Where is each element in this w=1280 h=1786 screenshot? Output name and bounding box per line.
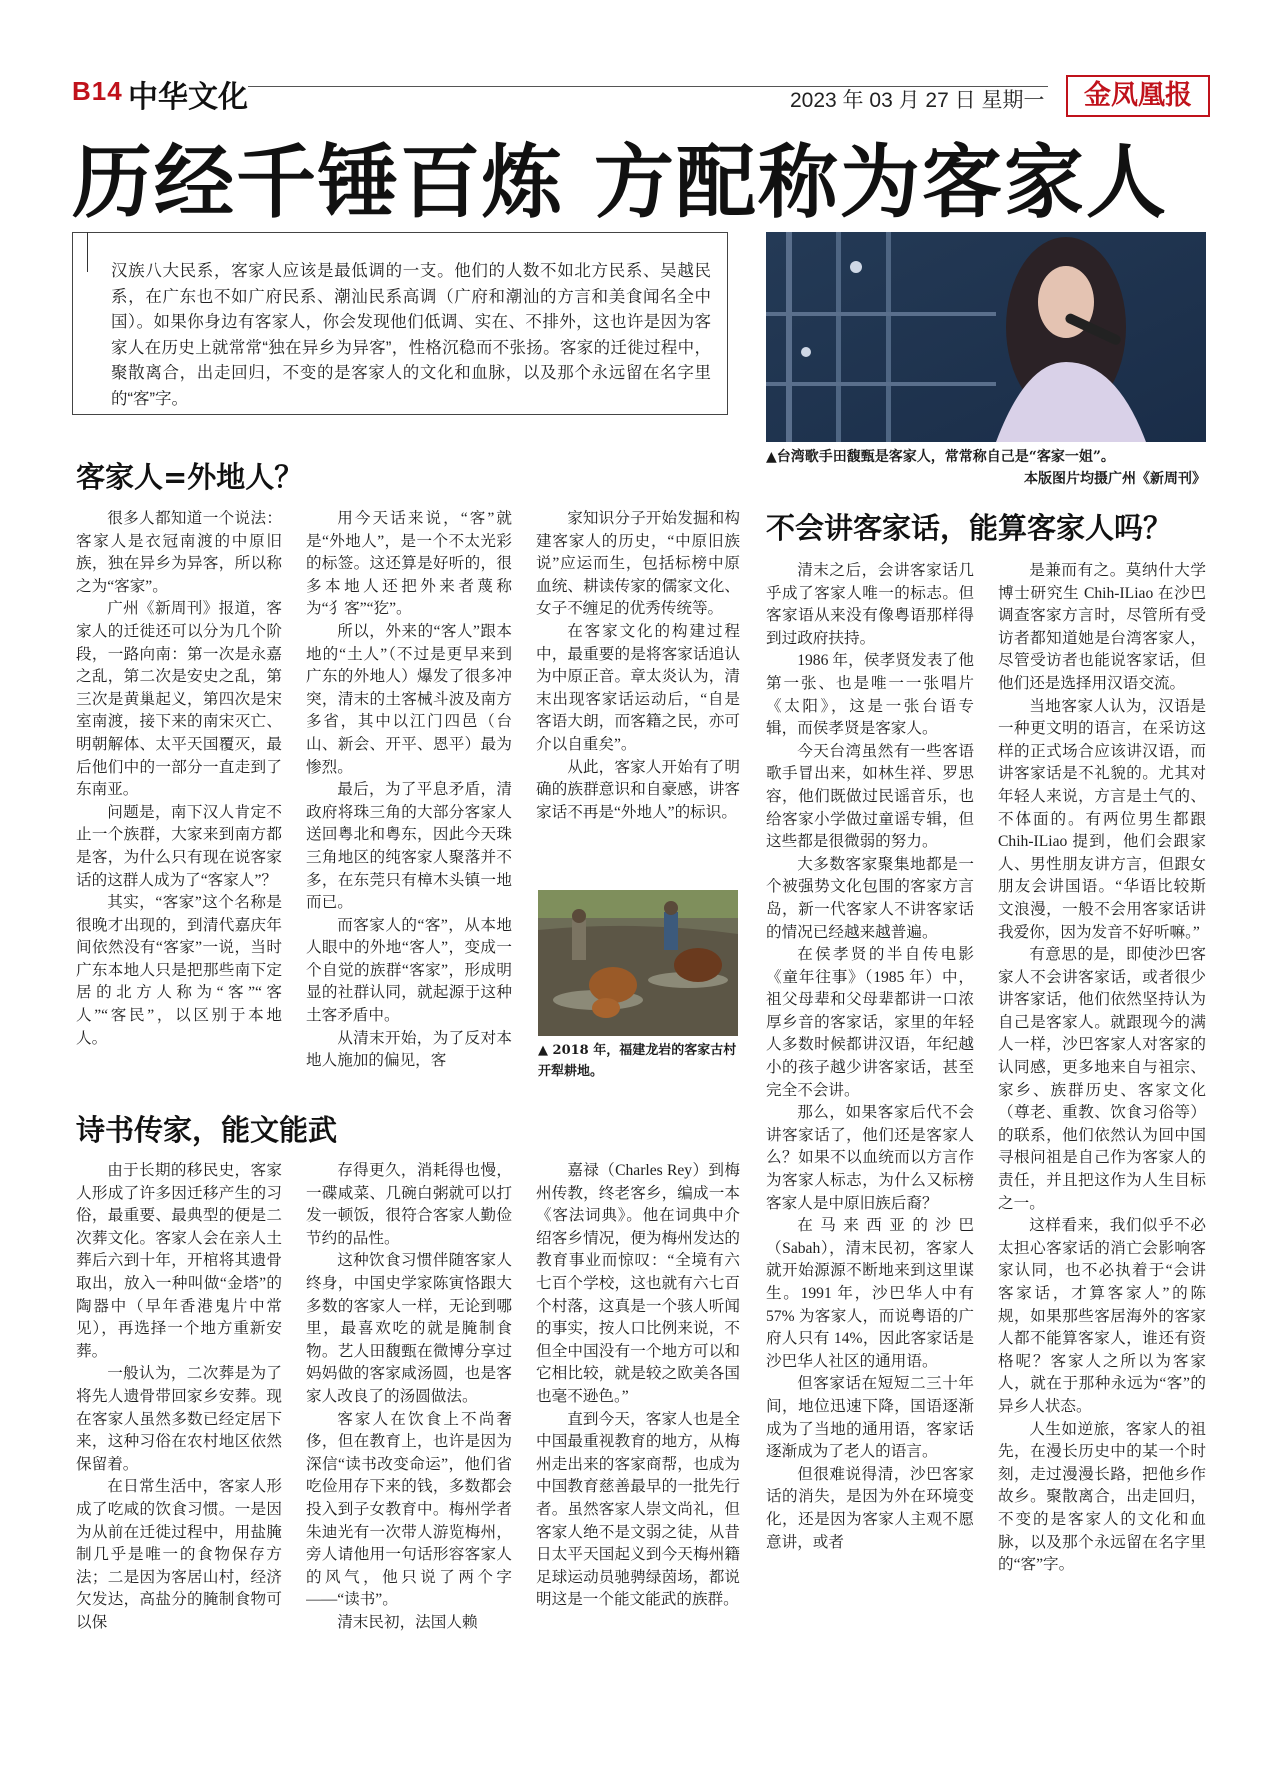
paragraph: 其实，“客家”这个名称是很晚才出现的，到清代嘉庆年间依然没有“客家”一说，当时广东本地人只是把那些南下定居的北方人称为“客”“客人”“客民”，以区别于本地人。 (76, 894, 282, 1047)
paragraph: 从此，客家人开始有了明确的族群意识和自豪感，讲客家话不再是“外地人”的标识。 (536, 758, 740, 821)
paragraph: 是兼而有之。莫纳什大学博士研究生 Chih-ILiao 在沙巴调查客家方言时，尽管所有受访者都知道她是台湾客家人，尽管受访者也能说客家话，但他们还是选择用汉语交流。 (998, 562, 1206, 692)
paragraph: 在客家文化的构建过程中，最重要的是将客家话追认为中原正音。章太炎认为，清末出现客家话运动后，“自是客语大朗，而客籍之民，亦可介以自重矣”。 (536, 622, 740, 753)
paragraph: 广州《新周刊》报道，客家人的迁徙还可以分为几个阶段，一路向南：第一次是永嘉之乱，第二次是安史之乱，第三次是黄巢起义，第四次是宋室南渡，接下来的南宋灭亡、明朝解体、太平天国覆灭，最后他们中的一部分一直走到了东南亚。 (76, 600, 282, 799)
paragraph: 由于长期的移民史，客家人形成了许多因迁移产生的习俗，最重要、最典型的便是二次葬文化。客家人会在亲人土葬后六到十年，开棺将其遗骨取出，放入一种叫做“金塔”的陶器中（早年香港鬼片中常见），再选择一个地方重新安葬。 (76, 1162, 282, 1360)
page-headline: 历经千锤百炼 方配称为客家人 (72, 136, 1168, 229)
paragraph: 那么，如果客家后代不会讲客家话了，他们还是客家人么？如果不以血统而以方言作为客家人标志，为什么又标榜客家人是中原旧族后裔？ (766, 1104, 974, 1212)
section-heading-2: 不会讲客家话，能算客家人吗？ (766, 511, 1173, 545)
newspaper-logo: 金凤凰报 (1066, 75, 1210, 117)
paragraph: 最后，为了平息矛盾，清政府将珠三角的大部分客家人送回粤北和粤东，因此今天珠三角地区的纯客家人聚落并不多，在东莞只有樟木头镇一地而已。 (306, 781, 512, 912)
paragraph: 1986 年，侯孝贤发表了他第一张、也是唯一一张唱片《太阳》，这是一张台语专辑，而侯孝贤是客家人。 (766, 652, 974, 738)
s3-column-2 (306, 1160, 512, 1670)
page-number: B14 (72, 76, 123, 106)
farm-photo-caption: ▲ 2018 年，福建龙岩的客家古村开犁耕地。 (538, 1043, 737, 1079)
paragraph: 直到今天，客家人也是全中国最重视教育的地方，从梅州走出来的客家商帮，也成为中国教育慈善最早的一批先行者。虽然客家人崇文尚礼，但客家人绝不是文弱之徒，从昔日太平天国起义到今天梅州籍足球运动员驰骋绿茵场，都说明这是一个能文能武的族群。 (536, 1410, 740, 1609)
paragraph: 清末民初，法国人赖 (337, 1613, 478, 1631)
s2-column-2 (998, 560, 1206, 1668)
intro-box (72, 232, 728, 415)
paragraph: 从清末开始，为了反对本地人施加的偏见，客 (306, 1029, 512, 1070)
paragraph: 一般认为，二次葬是为了将先人遗骨带回家乡安葬。现在客家人虽然多数已经定居下来，这种习俗在农村地区依然保留着。 (76, 1365, 282, 1473)
paragraph: 这种饮食习惯伴随客家人终身，中国史学家陈寅恪跟大多数的客家人一样，无论到哪里，最喜欢吃的就是腌制食物。艺人田馥甄在微博分享过妈妈做的客家咸汤圆，也是客家人改良了的汤圆做法。 (306, 1252, 512, 1405)
paragraph: 人生如逆旅，客家人的祖先，在漫长历史中的某一个时刻，走过漫漫长路，把他乡作故乡。聚散离合，出走回归，不变的是客家人的文化和血脉，以及那个永远留在名字里的“客”字。 (998, 1420, 1206, 1574)
s2-column-1 (766, 560, 974, 1668)
s3-column-3 (536, 1160, 740, 1670)
farm-photo (538, 890, 738, 1036)
singer-caption-text: ▲台湾歌手田馥甄是客家人，常常称自己是“客家一姐”。 (766, 449, 1115, 465)
singer-photo (766, 232, 1206, 442)
paragraph: 有意思的是，即使沙巴客家人不会讲客家话，或者很少讲客家话，他们依然坚持认为自己是客家人。就跟现今的满人一样，沙巴客家人对客家的认同感，更多地来自与祖宗、家乡、族群历史、客家文化（尊老、重教、饮食习俗等）的联系，他们依然认为回中国寻根问祖是自己作为客家人的责任，并且把这作为人生目标之一。 (998, 946, 1206, 1212)
s1-column-3 (536, 508, 740, 878)
paragraph: 这样看来，我们似乎不必太担心客家话的消亡会影响客家认同，也不必执着于“会讲客家话，才算客家人”的陈规，如果那些客居海外的客家人都不能算客家人，谁还有资格呢？客家人之所以为客家人，就在于那种永远为“客”的异乡人状态。 (998, 1217, 1206, 1415)
s1-column-2 (306, 508, 512, 1088)
paragraph: 清末之后，会讲客家话几乎成了客家人唯一的标志。但客家语从来没有像粤语那样得到过政府扶持。 (766, 562, 974, 647)
singer-photo-caption (766, 446, 1206, 490)
paragraph: 所以，外来的“客人”跟本地的“土人”（不过是更早来到广东的外地人）爆发了很多冲突，清末的土客械斗波及南方多省，其中以江门四邑（台山、新会、开平、恩平）最为惨烈。 (306, 622, 512, 776)
s3-column-1 (76, 1160, 282, 1670)
paragraph: 大多数客家聚集地都是一个被强势文化包围的客家方言岛，新一代客家人不讲客家话的情况已经越来越普遍。 (766, 855, 974, 941)
paragraph: 问题是，南下汉人肯定不止一个族群，大家来到南方都是客，为什么只有现在说客家话的这群人成为了“客家人”？ (76, 803, 282, 889)
paragraph: 但很难说得清，沙巴客家话的消失，是因为外在环境变化，还是因为客家人主观不愿意讲，或者 (766, 1465, 974, 1551)
paragraph: 嘉禄（Charles Rey）到梅州传教，终老客乡，编成一本《客法词典》。他在词典中介绍客乡情况，便为梅州发达的教育事业而惊叹：“全境有六七百个学校，这也就有六七百个村落，这真是一个骇人听闻的事实，按人口比例来说，不但全中国没有一个地方可以和它相比较，就是较之欧美各国也毫不逊色。” (536, 1162, 740, 1405)
s1-column-1 (76, 508, 282, 1088)
section-heading-1: 客家人=外地人？ (76, 460, 304, 494)
paragraph: 今天台湾虽然有一些客语歌手冒出来，如林生祥、罗思容，他们既做过民谣音乐，也给客家小学做过童谣专辑，但这些都是很微弱的努力。 (766, 742, 974, 851)
issue-date: 2023 年 03 月 27 日 星期一 (790, 89, 1045, 112)
paragraph: 家知识分子开始发掘和构建客家人的历史，“中原旧族说”应运而生，包括标榜中原血统、耕读传家的儒家文化、女子不缠足的优秀传统等。 (536, 510, 740, 618)
paragraph: 客家人在饮食上不尚奢侈，但在教育上，也许是因为深信“读书改变命运”，他们省吃俭用存下来的钱，多数都会投入到子女教育中。梅州学者朱迪光有一次带人游览梅州，旁人请他用一句话形容客家人的风气，他只说了两个字——“读书”。 (306, 1410, 512, 1609)
paragraph: 用今天话来说，“客”就是“外地人”，是一个不太光彩的标签。这还算是好听的，很多本地人还把外来者蔑称为“犭客”“犵”。 (306, 510, 512, 618)
section-name: 中华文化 (128, 81, 248, 114)
section-heading-3: 诗书传家，能文能武 (76, 1113, 338, 1147)
intro-corner-mark (87, 232, 88, 272)
paragraph: 在马来西亚的沙巴（Sabah），清末民初，客家人就开始源源不断地来到这里谋生。1991 年，沙巴华人中有 57% 为客家人，而说粤语的广府人只有 14%，因此客家话是沙巴华人社区的通用语。 (766, 1217, 974, 1370)
paragraph: 很多人都知道一个说法：客家人是衣冠南渡的中原旧族，独在异乡为异客，所以称之为“客家”。 (76, 510, 282, 595)
paragraph: 在侯孝贤的半自传电影《童年往事》（1985 年）中，祖父母辈和父母辈都讲一口浓厚乡音的客家话，家里的年轻人多数时候都讲汉语，年纪越小的孩子越少讲客家话，甚至完全不会讲。 (766, 946, 974, 1099)
paragraph: 存得更久，消耗得也慢，一碟咸菜、几碗白粥就可以打发一顿饭，很符合客家人勤俭节约的品性。 (306, 1162, 512, 1247)
intro-text: 汉族八大民系，客家人应该是最低调的一支。他们的人数不如北方民系、吴越民系，在广东也不如广府民系、潮汕民系高调（广府和潮汕的方言和美食闻名全中国）。如果你身边有客家人，你会发现他们低调、实在、不排外，这也许是因为客家人在历史上就常常“独在异乡为异客”，性格沉稳而不张扬。客家的迁徙过程中，聚散离合，出走回归，不变的是客家人的文化和血脉，以及那个永远留在名字里的“客”字。 (111, 262, 711, 408)
paragraph: 但客家话在短短二三十年间，地位迅速下降，国语逐渐成为了当地的通用语，客家话逐渐成为了老人的语言。 (766, 1375, 974, 1461)
paragraph: 当地客家人认为，汉语是一种更文明的语言，在采访这样的正式场合应该讲汉语，而讲客家话是不礼貌的。尤其对年轻人来说，方言是土气的、不体面的。有两位男生都跟 Chih-ILiao 提到，他们会跟家人、男性朋友讲方言，但跟女朋友会讲国语。“华语比较斯文浪漫，一般不会用客家话讲我爱你，因为发音不好听嘛。” (998, 697, 1206, 941)
photo-credit: 本版图片均摄广州《新周刊》 (1024, 471, 1206, 487)
paragraph: 在日常生活中，客家人形成了吃咸的饮食习惯。一是因为从前在迁徙过程中，用盐腌制几乎是唯一的食物保存方法；二是因为客居山村，经济欠发达，高盐分的腌制食物可以保 (76, 1478, 282, 1631)
paragraph: 而客家人的“客”，从本地人眼中的外地“客人”，变成一个自觉的族群“客家”，形成明显的社群认同，就起源于这种土客矛盾中。 (306, 916, 512, 1025)
